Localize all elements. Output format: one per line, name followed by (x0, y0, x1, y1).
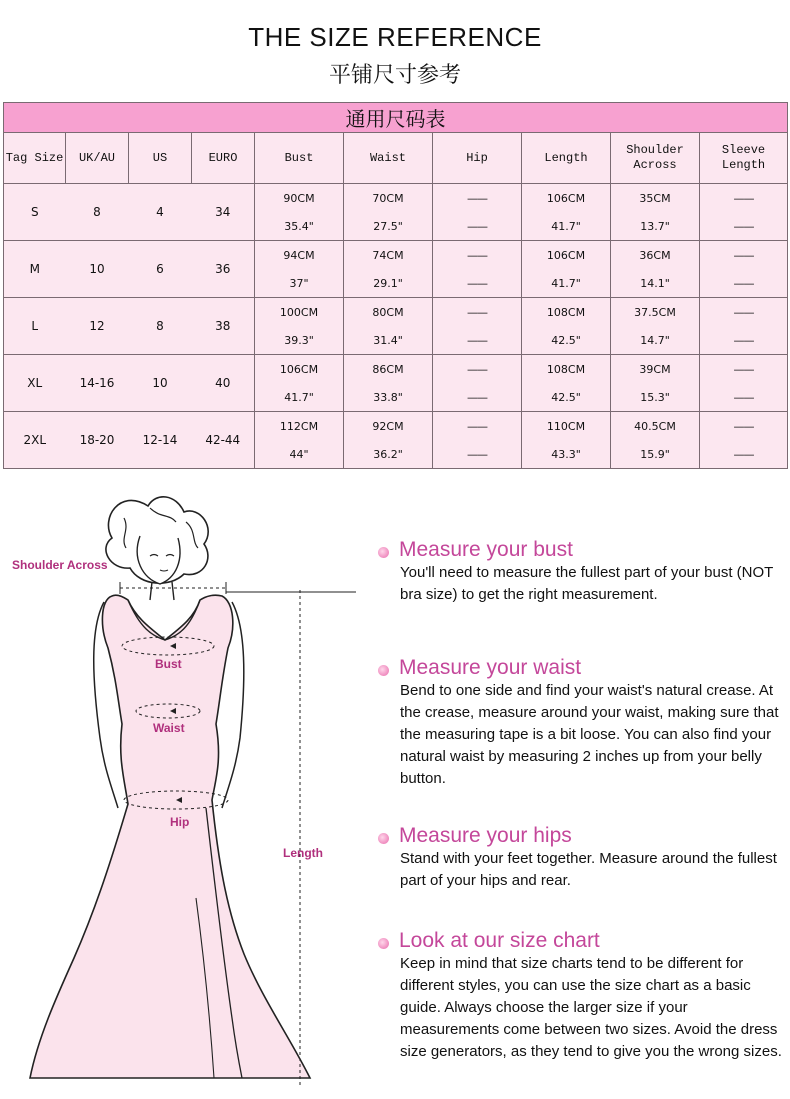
value-cm: 74CM (372, 248, 404, 262)
value-cm: 80CM (372, 305, 404, 319)
value-inch: 13.7" (640, 219, 670, 233)
value-inch: 15.9" (640, 447, 670, 461)
value-inch: 33.8" (373, 390, 403, 404)
table-cell-shoulder (611, 241, 700, 298)
shoulder-across-label: Shoulder Across (12, 558, 108, 572)
measure-waist-section (378, 656, 786, 790)
value-inch: 29.1" (373, 276, 403, 290)
section-text: Bend to one side and find your waist's natural crease. At the crease, measure around your waist, making sure that the measuring tape is a bit loose. You can also find your natural waist by measuring 2 inches up from your belly button. (400, 682, 779, 787)
value-cm: 35CM (639, 191, 671, 205)
table-cell-us: 8 (129, 298, 192, 355)
value-inch: 36.2" (373, 447, 403, 461)
value-cm: 94CM (283, 248, 315, 262)
pink-bullet-icon (378, 547, 389, 558)
size-chart-section (378, 929, 786, 1063)
pink-bullet-icon (378, 833, 389, 844)
table-cell-uk: 8 (66, 184, 129, 241)
column-header: Length (522, 133, 611, 184)
table-cell-sleeve (700, 355, 788, 412)
value-inch: —— (467, 276, 487, 290)
table-cell-euro: 38 (192, 298, 255, 355)
value-cm: 86CM (372, 362, 404, 376)
value-cm: 106CM (279, 362, 319, 376)
value-inch: 37" (289, 276, 309, 290)
table-cell-bust (255, 412, 344, 469)
section-title: Measure your hips (399, 824, 572, 847)
table-cell-uk: 14-16 (66, 355, 129, 412)
column-header: Shoulder Across (611, 133, 700, 184)
section-text: Stand with your feet together. Measure around the fullest part of your hips and rear. (400, 850, 777, 889)
value-inch: 39.3" (284, 333, 314, 347)
value-inch: 43.3" (551, 447, 581, 461)
value-cm: —— (467, 305, 487, 319)
table-cell-bust (255, 298, 344, 355)
value-cm: 110CM (546, 419, 586, 433)
table-cell-hip (433, 355, 522, 412)
value-cm: 108CM (546, 362, 586, 376)
value-cm: 92CM (372, 419, 404, 433)
table-cell-uk: 12 (66, 298, 129, 355)
table-cell-sleeve (700, 298, 788, 355)
value-inch: —— (733, 390, 754, 404)
value-cm: —— (733, 248, 754, 262)
table-cell-uk: 10 (66, 241, 129, 298)
table-cell-tag: 2XL (4, 412, 66, 469)
table-cell-bust (255, 355, 344, 412)
table-cell-sleeve (700, 412, 788, 469)
value-inch: 14.7" (640, 333, 670, 347)
table-row (4, 298, 788, 355)
table-row (4, 241, 788, 298)
value-inch: 41.7" (551, 219, 581, 233)
column-header: US (129, 133, 192, 184)
length-label: Length (283, 846, 323, 860)
value-cm: 106CM (546, 191, 586, 205)
table-cell-shoulder (611, 355, 700, 412)
table-cell-us: 4 (129, 184, 192, 241)
table-row (4, 412, 788, 469)
page-title: THE SIZE REFERENCE (248, 22, 542, 52)
value-cm: 112CM (279, 419, 319, 433)
value-cm: 90CM (283, 191, 315, 205)
table-cell-euro: 34 (192, 184, 255, 241)
value-inch: 14.1" (640, 276, 670, 290)
value-cm: 39CM (639, 362, 671, 376)
column-header: Sleeve Length (700, 133, 788, 184)
value-inch: 35.4" (284, 219, 314, 233)
value-inch: —— (733, 276, 754, 290)
value-inch: —— (467, 333, 487, 347)
value-inch: —— (467, 390, 487, 404)
section-title: Measure your bust (399, 538, 573, 561)
value-cm: 36CM (639, 248, 671, 262)
table-cell-euro: 42-44 (192, 412, 255, 469)
value-inch: —— (733, 333, 754, 347)
value-cm: —— (467, 419, 487, 433)
pink-bullet-icon (378, 938, 389, 949)
table-cell-euro: 36 (192, 241, 255, 298)
value-cm: 70CM (372, 191, 404, 205)
value-inch: —— (733, 447, 754, 461)
column-header: UK/AU (66, 133, 129, 184)
value-inch: 42.5" (551, 390, 581, 404)
table-cell-tag: S (4, 184, 66, 241)
value-cm: —— (733, 362, 754, 376)
table-header-row (4, 133, 788, 184)
section-text: Keep in mind that size charts tend to be different for different styles, you can use the size chart as a basic guide. Always choose the larger size if your measurements come between two sizes. Avoid the dress size generators, as they tend to give you the wrong sizes. (400, 955, 782, 1060)
value-inch: 42.5" (551, 333, 581, 347)
value-inch: —— (467, 447, 487, 461)
column-header: Hip (433, 133, 522, 184)
column-header: EURO (192, 133, 255, 184)
column-header: Tag Size (4, 133, 66, 184)
table-cell-shoulder (611, 184, 700, 241)
value-inch: 41.7" (551, 276, 581, 290)
table-cell-length (522, 184, 611, 241)
section-title: Measure your waist (399, 656, 582, 679)
table-cell-shoulder (611, 298, 700, 355)
table-cell-euro: 40 (192, 355, 255, 412)
size-table (3, 102, 788, 469)
table-cell-length (522, 355, 611, 412)
table-cell-shoulder (611, 412, 700, 469)
table-cell-tag: XL (4, 355, 66, 412)
value-inch: —— (733, 219, 754, 233)
bust-label: Bust (155, 657, 182, 671)
table-cell-length (522, 298, 611, 355)
value-cm: —— (467, 191, 487, 205)
table-cell-us: 10 (129, 355, 192, 412)
table-row (4, 184, 788, 241)
table-cell-us: 6 (129, 241, 192, 298)
column-header: Waist (344, 133, 433, 184)
value-cm: —— (467, 362, 487, 376)
value-inch: —— (467, 219, 487, 233)
value-cm: —— (733, 305, 754, 319)
table-cell-hip (433, 412, 522, 469)
page-subtitle-cn: 平铺尺寸参考 (328, 63, 461, 88)
table-cell-tag: M (4, 241, 66, 298)
value-inch: 44" (289, 447, 309, 461)
value-inch: 41.7" (284, 390, 314, 404)
table-cell-tag: L (4, 298, 66, 355)
value-cm: 40.5CM (634, 419, 676, 433)
value-cm: —— (467, 248, 487, 262)
hip-label: Hip (170, 815, 190, 829)
table-cell-hip (433, 184, 522, 241)
table-cell-hip (433, 298, 522, 355)
measure-hips-section (378, 824, 786, 892)
table-cell-hip (433, 241, 522, 298)
table-cell-bust (255, 184, 344, 241)
table-cell-sleeve (700, 184, 788, 241)
value-inch: 27.5" (373, 219, 403, 233)
table-cell-waist (344, 355, 433, 412)
table-cell-length (522, 412, 611, 469)
section-title: Look at our size chart (399, 929, 600, 952)
column-header: Bust (255, 133, 344, 184)
table-cell-sleeve (700, 241, 788, 298)
table-cell-length (522, 241, 611, 298)
value-cm: —— (733, 419, 754, 433)
table-cell-uk: 18-20 (66, 412, 129, 469)
value-cm: 100CM (279, 305, 319, 319)
waist-label: Waist (153, 721, 185, 735)
measure-bust-section (378, 538, 786, 606)
dress-figure (0, 478, 360, 1094)
pink-bullet-icon (378, 665, 389, 676)
value-inch: 15.3" (640, 390, 670, 404)
table-row (4, 355, 788, 412)
value-cm: 108CM (546, 305, 586, 319)
value-cm: 106CM (546, 248, 586, 262)
section-text: You'll need to measure the fullest part of your bust (NOT bra size) to get the right measurement. (400, 564, 774, 603)
table-cell-us: 12-14 (129, 412, 192, 469)
value-cm: —— (733, 191, 754, 205)
table-cell-waist (344, 184, 433, 241)
table-cell-waist (344, 412, 433, 469)
table-cell-waist (344, 241, 433, 298)
value-cm: 37.5CM (634, 305, 676, 319)
table-cell-bust (255, 241, 344, 298)
value-inch: 31.4" (373, 333, 403, 347)
table-cell-waist (344, 298, 433, 355)
table-caption: 通用尺码表 (4, 103, 788, 133)
